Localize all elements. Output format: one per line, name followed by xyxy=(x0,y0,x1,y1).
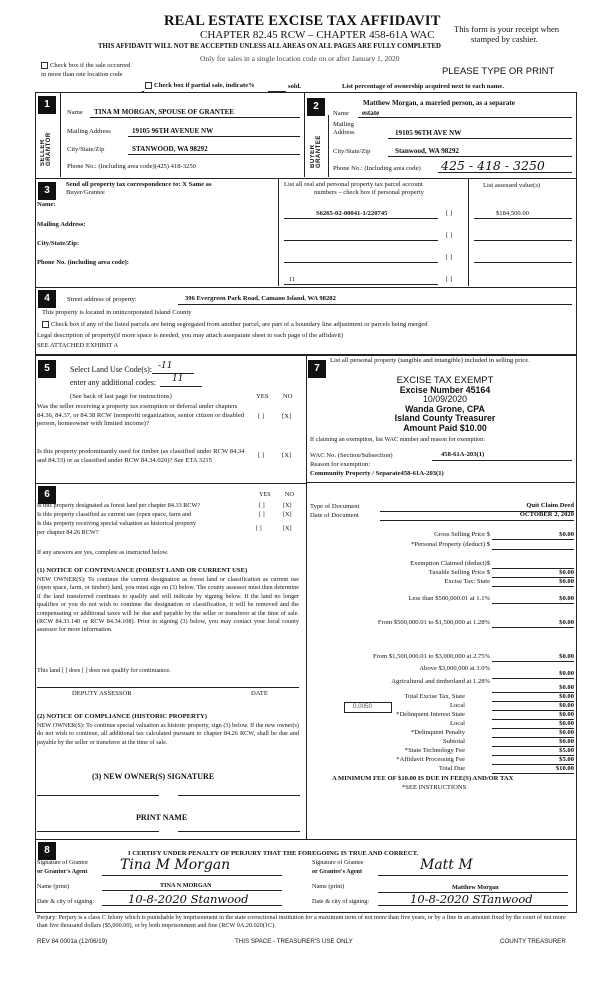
corr-phone-label: Phone No. (including area code): xyxy=(37,259,130,266)
grantee-sig-label-1: Signature of Grantee xyxy=(312,859,364,866)
section-8-number: 8 xyxy=(38,842,56,860)
buyer-vertical-label: BUYER GRANTEE xyxy=(310,135,322,168)
section-5-number: 5 xyxy=(38,360,56,378)
stamp-line-6: Amount Paid $10.00 xyxy=(403,422,487,433)
doc-date: OCTOBER 2, 2020 xyxy=(519,511,574,518)
segregated-checkbox[interactable] xyxy=(42,321,428,328)
land-use-yes-header: YES xyxy=(256,393,269,400)
receipt-note-2: stamped by cashier. xyxy=(471,34,538,44)
total-due-label: Total Due xyxy=(438,765,465,772)
deputy-assessor-label: DEPUTY ASSESSOR xyxy=(72,690,132,697)
assessed-value: $184,500.00 xyxy=(496,210,529,217)
processing-fee-label: *Affidavit Processing Fee xyxy=(396,756,465,763)
reason-label: Reason for exemption: xyxy=(310,461,371,468)
excise-state-value: $0.00 xyxy=(559,578,574,585)
grantor-sig-label-2: or Grantor's Agent xyxy=(37,868,88,875)
wac-label: WAC No. (Section/Subsection) xyxy=(310,452,393,459)
buyer-address: 19105 96TH AVE NW xyxy=(395,129,462,137)
grantee-sig-label-2: or Grantee's Agent xyxy=(312,868,363,875)
section-6-number: 6 xyxy=(38,486,56,504)
ag-label: Agricultural and timberland at 1.28% xyxy=(391,678,490,685)
reason-value: Community Property / Separate458-61A-203(1) xyxy=(310,470,444,477)
new-owner-signature-label: (3) NEW OWNER(S) SIGNATURE xyxy=(92,772,215,781)
street-address: 396 Evergreen Park Road, Camano Island, WA 98282 xyxy=(185,295,336,302)
single-code-note: Only for sales in a single location code on or after January 1, 2020 xyxy=(200,54,400,63)
delinquent-penalty-value: $0.00 xyxy=(559,729,574,736)
legal-description: Legal description of property(if more space is needed, you may attach asseparate sheet to each page of the affidavit) xyxy=(37,332,344,339)
land-use-code[interactable]: -11 xyxy=(158,361,173,371)
seller-address-label: Mailing Address xyxy=(67,128,111,135)
bracket4-label: Above $3,000,000 at 3.0% xyxy=(419,665,490,672)
stamp-line-3: 10/09/2020 xyxy=(422,394,468,404)
parcel-bracket-4[interactable]: [ ] xyxy=(446,276,453,283)
checkbox-icon xyxy=(42,321,49,328)
forest-q2-no[interactable]: [X] xyxy=(283,511,292,518)
forest-no-header: NO xyxy=(285,491,294,498)
checkbox-icon xyxy=(145,82,152,89)
partial-sale-checkbox[interactable] xyxy=(145,82,255,89)
parcel-heading-1: List all real and personal property tax parcel account xyxy=(284,181,423,188)
type-or-print: PLEASE TYPE OR PRINT xyxy=(442,66,555,77)
ownership-note: List percentage of ownership acquired next to each name. xyxy=(342,83,504,90)
subtotal-label: Subtotal xyxy=(443,738,465,745)
buyer-city-label: City/State/Zip xyxy=(333,148,371,155)
perjury-note: Perjury: Perjury is a class C felony which is punishable by imprisonment in the state correctional institution for a maximum term of not more than five years, or by a fine in an amount fixed by the court of not more than five thousand dollars ($5,000.00), or by both imprisonment and fine (RCW 9A.20.020(1C). xyxy=(37,914,566,930)
deputy-date-label: DATE xyxy=(251,690,268,697)
bracket3-label: From $1,500,000.01 to $3,000,000 at 2.75% xyxy=(372,653,490,660)
bracket2-label: From $500,000.01 to $1,500,000 at 1.28% xyxy=(377,619,490,626)
taxable-label: Taxable Selling Price $ xyxy=(428,569,490,576)
corr-name-label: Name: xyxy=(37,201,56,208)
q1-text: Was the seller receiving a property tax exemption or deferral under chapters 84.36, 84.37, or 84.38 RCW (nonprofit organization, senior citizen or disabled person, homeowner with limited income)? xyxy=(37,403,245,428)
wac-value: 458-61A-203(1) xyxy=(441,451,485,458)
correspondence-heading-2: Buyer/Grantee xyxy=(66,189,105,196)
local-label: Local xyxy=(449,702,465,709)
q1-yes[interactable]: [ ] xyxy=(258,413,265,420)
form-chapter: CHAPTER 82.45 RCW – CHAPTER 458-61A WAC xyxy=(200,29,435,41)
notice2-body: NEW OWNER(S): To continue special valuation as historic property, sign (3) below. If the new owner(s) do not wish to continue, all additional tax calculated pursuant to chapter 84.26 RCW, shall be due and payable by the seller or transferor at the time of sale. xyxy=(37,722,299,746)
q1-no[interactable]: [X] xyxy=(282,413,292,420)
parcel-number: S6265-02-00041-1/220745 xyxy=(316,210,388,217)
correspondence-heading-1: Send all property tax correspondence to: X Same as xyxy=(66,181,212,188)
sold-label: sold. xyxy=(288,83,302,90)
local-value: $0.00 xyxy=(559,702,574,709)
seller-city-label: City/State/Zip xyxy=(67,146,105,153)
total-due-value: $10.00 xyxy=(555,765,574,772)
doc-type-label: Type of Document xyxy=(310,503,360,510)
partial-sale-label: Check box if partial sale, indicate% xyxy=(154,82,255,90)
delinquent-local-value: $0.00 xyxy=(559,720,574,727)
delinquent-interest-label: *Delinquent Interest State xyxy=(396,711,465,718)
revision-code: REV 84 0001a (12/06/19) xyxy=(37,938,108,945)
forest-q3-yes[interactable]: [ ] xyxy=(256,525,262,532)
forest-q3-no[interactable]: [X] xyxy=(283,525,292,532)
forest-q2-yes[interactable]: [ ] xyxy=(259,511,265,518)
subtotal-value: $0.00 xyxy=(559,738,574,745)
personal-deduct-label: *Personal Property (deduct) $ xyxy=(411,541,490,548)
excise-state-label: Excise Tax: State xyxy=(444,578,490,585)
tech-fee-value: $5.00 xyxy=(559,747,574,754)
stamp-line-5: Island County Treasurer xyxy=(394,413,496,423)
buyer-address-label-2: Address xyxy=(333,129,355,136)
q2-yes[interactable]: [ ] xyxy=(258,452,265,459)
forest-q3-line2: per chapter 84.26 RCW? xyxy=(37,529,99,536)
section-7-number: 7 xyxy=(308,360,326,378)
delinquent-local-label: Local xyxy=(449,720,465,727)
seller-city: STANWOOD, WA 98292 xyxy=(132,145,208,153)
section-4-number: 4 xyxy=(38,290,56,308)
buyer-phone: 425 - 418 - 3250 xyxy=(441,158,545,173)
stamp-line-4: Wanda Grone, CPA xyxy=(405,403,485,414)
total-excise-label: Total Excise Tax, State xyxy=(404,693,465,700)
buyer-name-line1: Matthew Morgan, a married person, as a separate xyxy=(363,99,515,107)
personal-property-heading: List all personal property (tangible and intangible) included in selling price. xyxy=(330,357,530,364)
grantor-name-label: Name (print) xyxy=(37,883,70,890)
forest-q1-no[interactable]: [X] xyxy=(283,502,292,509)
stamp-line-2: Excise Number 45164 xyxy=(399,384,491,395)
grantor-signature: Tina M Morgan xyxy=(120,857,231,873)
assessed-heading: List assessed value(s) xyxy=(483,182,541,189)
multi-location-label-2: in more than one location code xyxy=(41,71,123,78)
parcel-bottom-code: 11 xyxy=(289,276,296,283)
delinquent-penalty-label: *Delinquent Penalty xyxy=(410,729,465,736)
additional-codes-label: enter any additional codes: xyxy=(70,378,156,387)
ag-value: $0.00 xyxy=(559,684,574,691)
this-land-line: This land [ ] does [ ] does not qualify for continuance. xyxy=(37,667,171,674)
parcel-bracket-2[interactable]: [ ] xyxy=(446,232,453,239)
grantor-date-city: 10-8-2020 Stanwood xyxy=(128,892,249,906)
doc-date-label: Date of Document xyxy=(310,512,359,519)
bracket2-value: $0.00 xyxy=(559,619,574,626)
see-back-note: (See back of last page for instructions) xyxy=(70,393,172,400)
forest-q1-yes[interactable]: [ ] xyxy=(259,502,265,509)
parcel-heading-2: numbers – check box if personal property xyxy=(314,189,424,196)
forest-yes-header: YES xyxy=(259,491,271,498)
property-location: This property is located in unincorporated Island County xyxy=(42,309,192,316)
parcel-bracket-3[interactable]: [ ] xyxy=(446,254,453,261)
segregated-label: Check box if any of the listed parcels are being segregated from another parcel, are part of a boundary line adjustment or parcels being merged xyxy=(51,321,428,329)
grantor-print-name: TINA N MORGAN xyxy=(160,882,212,889)
correspondence-box xyxy=(35,178,577,288)
notice1-title: (1) NOTICE OF CONTINUANCE (FOREST LAND OR CURRENT USE) xyxy=(37,567,248,574)
tech-fee-label: *State Technology Fee xyxy=(404,747,465,754)
exhibit-note: SEE ATTACHED EXHIBIT A xyxy=(37,342,119,349)
forest-q1: Is this property designated as forest land per chapter 84.33 RCW? xyxy=(37,502,201,509)
buyer-name-line2: estate xyxy=(362,109,380,117)
bracket3-value: $0.00 xyxy=(559,653,574,660)
buyer-phone-label: Phone No.: (Including area code) xyxy=(333,165,421,172)
seller-phone: Phone No.: (Including area code)(425) 418-3250 xyxy=(67,163,196,170)
certify-heading: I CERTIFY UNDER PENALTY OF PERJURY THAT THE FOREGOING IS TRUE AND CORRECT. xyxy=(128,850,419,857)
section-2-number: 2 xyxy=(307,98,325,116)
receipt-note-1: This form is your receipt when xyxy=(454,24,560,34)
notice2-title: (2) NOTICE OF COMPLIANCE (HISTORIC PROPERTY) xyxy=(37,713,207,720)
stamp-line-1: EXCISE TAX EXEMPT xyxy=(396,375,494,386)
land-use-no-header: NO xyxy=(283,393,293,400)
local-rate: 0.0050 xyxy=(353,703,372,710)
buyer-city: Stanwood, WA 98292 xyxy=(395,147,459,155)
seller-vertical-label: SELLER GRANTOR xyxy=(40,132,52,166)
form-warning: THIS AFFIDAVIT WILL NOT BE ACCEPTED UNLESS ALL AREAS ON ALL PAGES ARE FULLY COMPLETED xyxy=(98,43,441,50)
bracket4-value: $0.00 xyxy=(559,670,574,677)
grantor-sig-label-1: Signature of Grantor xyxy=(37,859,89,866)
additional-codes[interactable]: 11 xyxy=(172,374,184,384)
forest-box xyxy=(35,483,307,840)
checkbox-icon xyxy=(41,62,48,69)
multi-location-label: Check box if the sale occurred xyxy=(50,62,131,70)
treasurer-use-only: THIS SPACE - TREASURER'S USE ONLY xyxy=(235,938,353,945)
notice1-body: NEW OWNER(S): To continue the current designation as forest land or classification as current use (open space, farm, or timber) land, you must sign on (3) below. The county assessor must then determine if the land transferred continues to qualify and will indicate by signing below. If the land no longer qualifies or you do not wish to continue the designation or classification, it will be removed and the compensating or additional taxes will be due and payable by the seller or transferor at the time of sale. (RCW 84.33.140 or RCW 84.34.108). Prior to signing (3) below, you may contact your local county assessor for more information. xyxy=(37,576,299,634)
any-yes-note: If any answers are yes, complete as instructed below. xyxy=(37,549,169,556)
total-excise-value: $0.00 xyxy=(559,693,574,700)
seller-name-label: Name xyxy=(67,109,83,116)
multi-location-checkbox[interactable] xyxy=(41,62,130,69)
section-3-number: 3 xyxy=(38,182,56,200)
gross-label: Gross Selling Price $ xyxy=(434,531,490,538)
buyer-name-label: Name xyxy=(333,110,349,117)
forest-q2: Is this property classified as current use (open space, farm and xyxy=(37,511,192,518)
bracket1-label: Less than $500,000.01 at 1.1% xyxy=(408,595,490,602)
forest-q3-line1: Is this property receiving special valuation as historical property xyxy=(37,520,197,527)
minimum-fee-note: A MINIMUM FEE OF $10.00 IS DUE IN FEE(S) AND/OR TAX xyxy=(332,775,514,782)
grantee-name-label: Name (print) xyxy=(312,883,345,890)
grantor-date-label: Date & city of signing: xyxy=(37,898,95,905)
street-label: Street address of property: xyxy=(67,296,137,303)
taxable-value: $0.00 xyxy=(559,569,574,576)
land-use-label: Select Land Use Code(s): xyxy=(70,365,152,374)
doc-type: Quit Claim Deed xyxy=(526,502,574,509)
bracket1-value: $0.00 xyxy=(559,595,574,602)
parcel-bracket-1[interactable]: [ ] xyxy=(446,210,453,217)
q2-text: Is this property predominantly used for timber (as classified under RCW 84.34 and 84.33) or as classified under RCW 84.34.020)? See ETA 3215 xyxy=(37,448,245,464)
corr-city-label: City/State/Zip: xyxy=(37,240,80,247)
exempt-claim-label: Exemption Claimed (deduct)$ xyxy=(410,560,490,567)
processing-fee-value: $5.00 xyxy=(559,756,574,763)
seller-name: TINA M MORGAN, SPOUSE OF GRANTEE xyxy=(94,108,235,116)
print-name-label: PRINT NAME xyxy=(136,813,188,822)
buyer-address-label-1: Mailing xyxy=(333,121,354,128)
q2-no[interactable]: [X] xyxy=(282,452,292,459)
grantee-print-name: Matthew Morgan xyxy=(452,884,499,891)
county-treasurer-label: COUNTY TREASURER xyxy=(500,938,566,945)
seller-address: 19105 96TH AVENUE NW xyxy=(132,127,214,135)
grantee-signature: Matt M xyxy=(420,857,473,873)
section-1-number: 1 xyxy=(38,96,56,114)
form-title: REAL ESTATE EXCISE TAX AFFIDAVIT xyxy=(164,13,441,29)
claim-exemption-note: If claiming an exemption, list WAC number and reason for exemption: xyxy=(310,436,485,443)
corr-mailing-label: Mailing Address: xyxy=(37,221,86,228)
excise-exempt-stamp xyxy=(360,376,530,433)
delinquent-interest-value: $0.00 xyxy=(559,711,574,718)
grantee-date-city: 10-8-2020 STanwood xyxy=(410,892,533,906)
gross-value: $0.00 xyxy=(559,531,574,538)
grantee-date-label: Date & city of signing: xyxy=(312,898,370,905)
see-instructions: *SEE INSTRUCTIONS xyxy=(402,784,467,791)
